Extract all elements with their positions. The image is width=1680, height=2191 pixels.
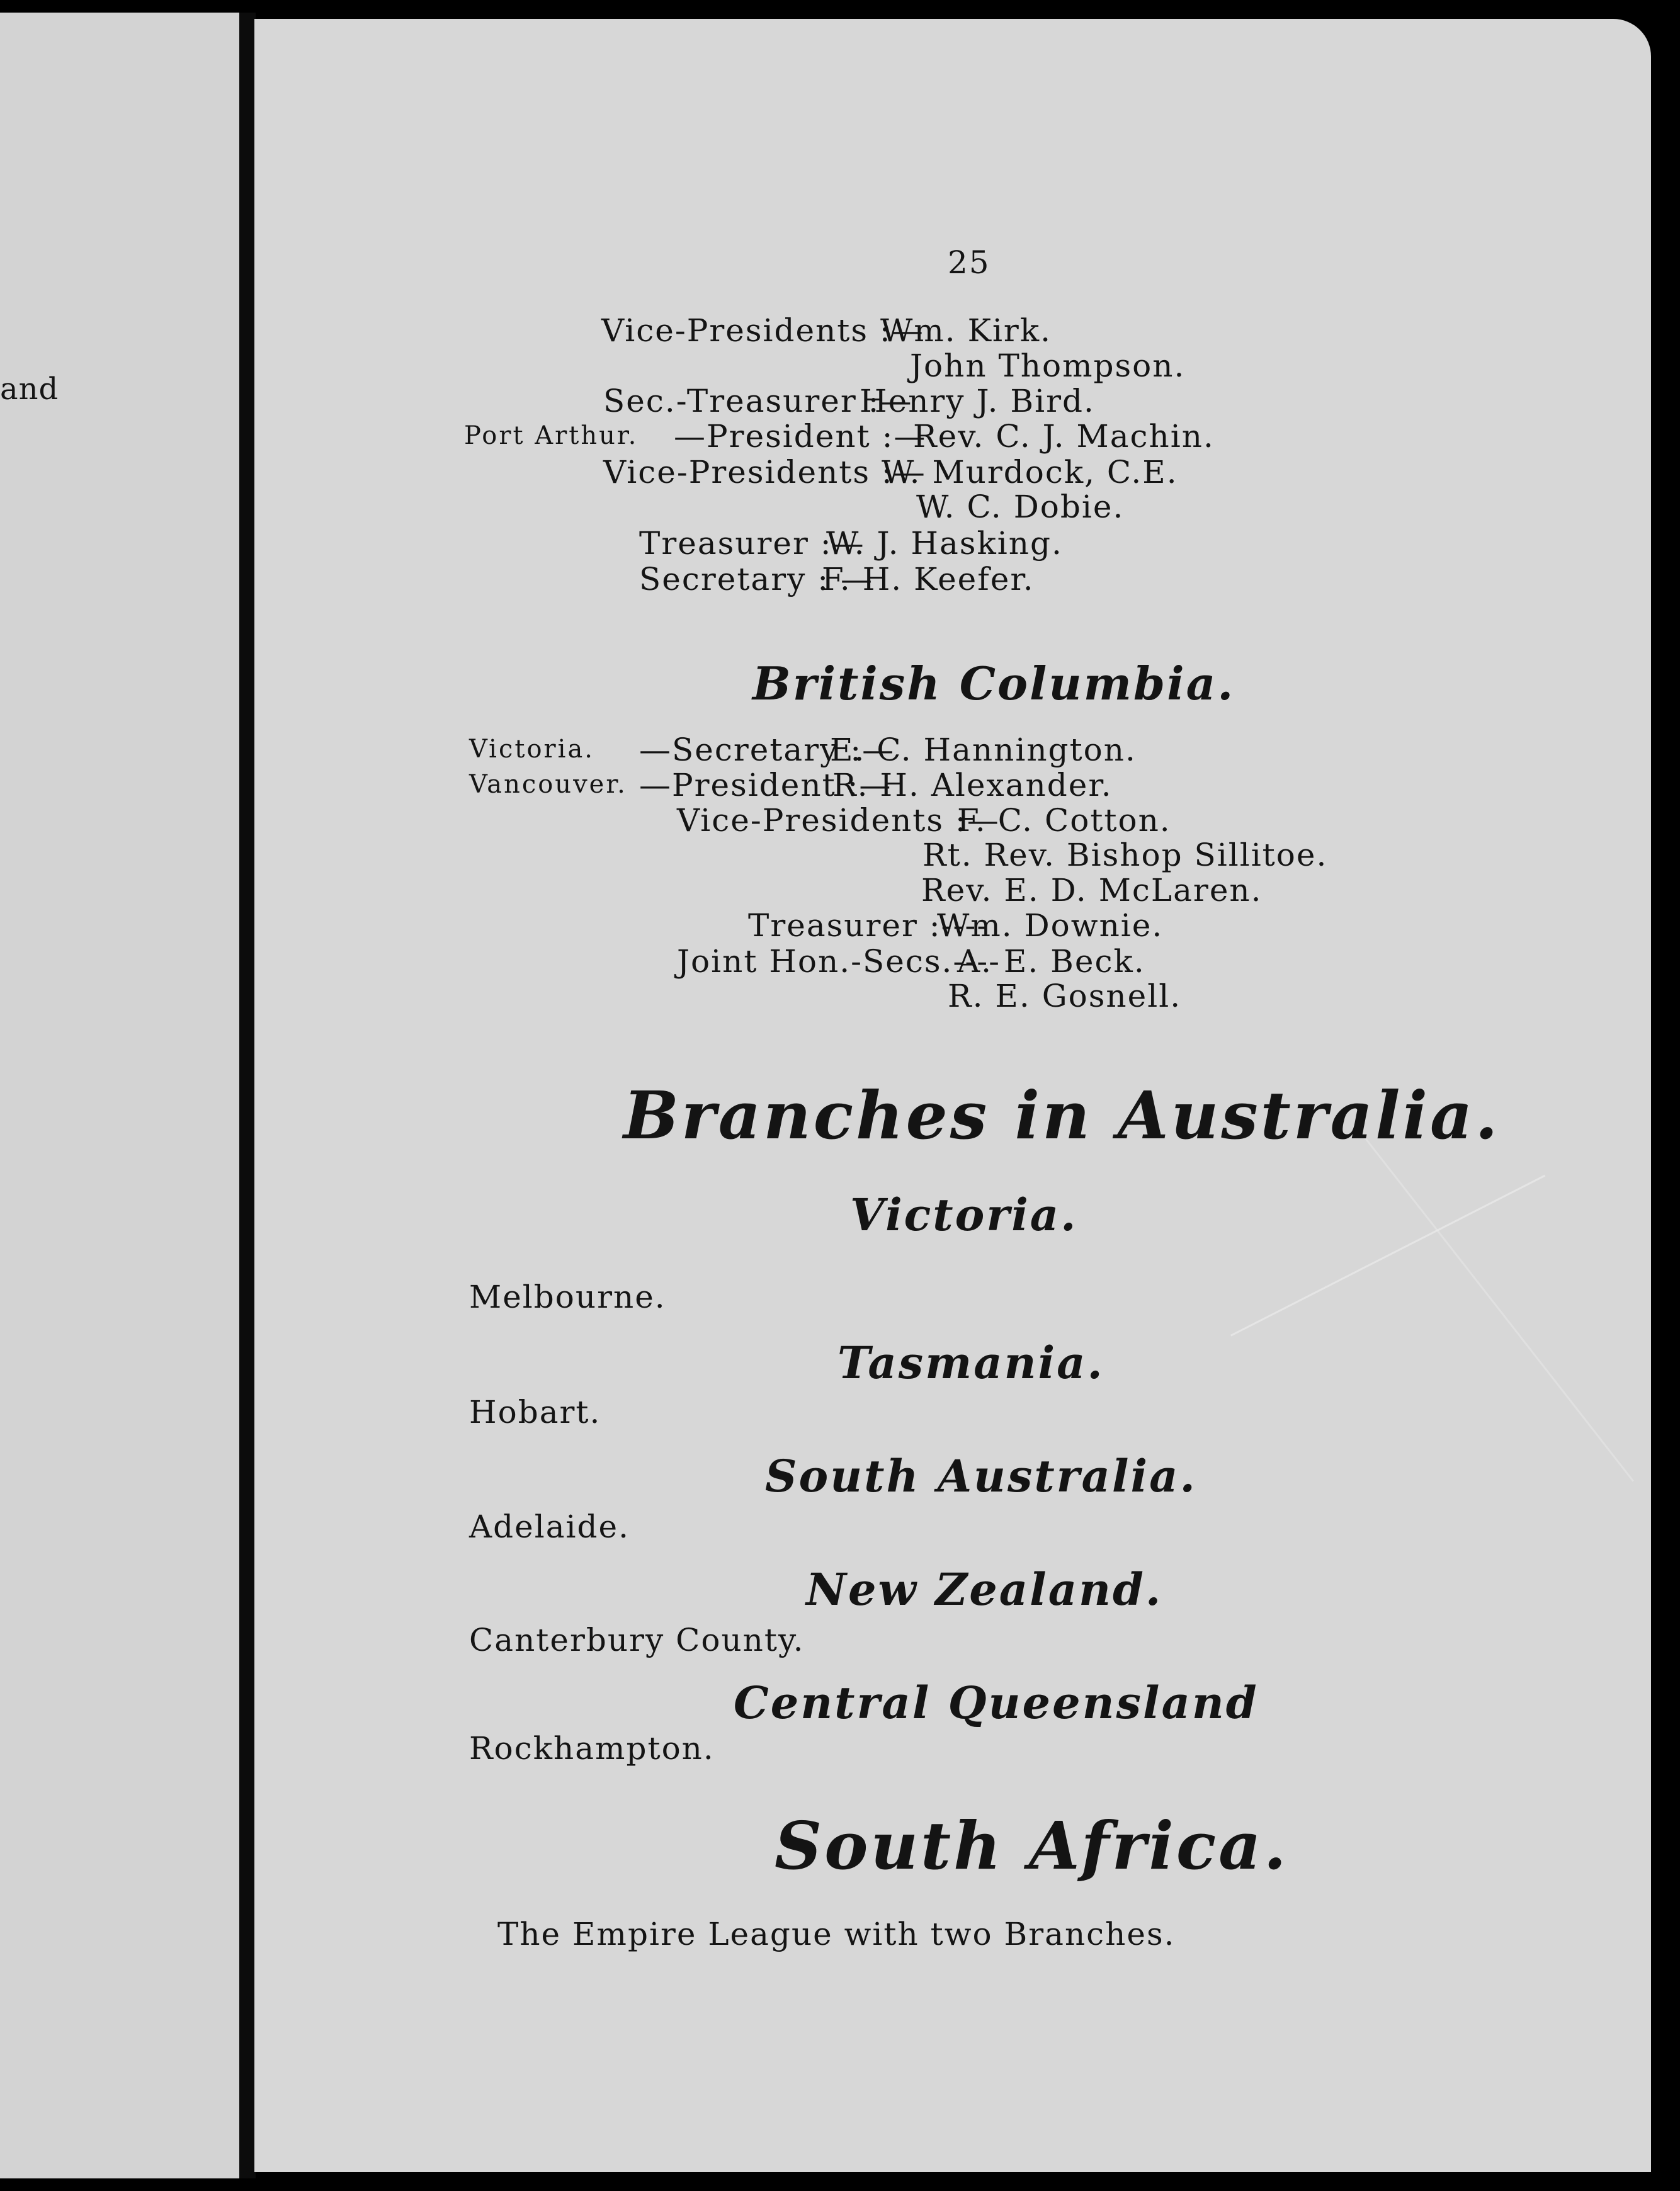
treasurer-label: Treasurer :— [639, 525, 865, 562]
vice-president-name: Rev. E. D. McLaren. [921, 872, 1263, 909]
section-heading: South Australia. [765, 1450, 1197, 1502]
joint-secretary-name: R. E. Gosnell. [948, 978, 1182, 1014]
secretary-name: F. H. Keefer. [822, 561, 1035, 597]
british-columbia-heading: British Columbia. [752, 657, 1235, 710]
vice-president-name: John Thompson. [910, 348, 1186, 384]
south-africa-heading: South Africa. [775, 1807, 1289, 1884]
joint-secretary-name: A. E. Beck. [957, 943, 1145, 980]
section-heading: Tasmania. [837, 1337, 1104, 1389]
president-label: —President :— [639, 767, 892, 803]
secretary-name: E. C. Hannington. [830, 732, 1137, 768]
port-arthur-place: Port Arthur. [464, 421, 639, 450]
south-africa-text: The Empire League with two Branches. [497, 1916, 1176, 1952]
vice-presidents-label: Vice-Presidents :— [677, 802, 1000, 839]
president-name: Rev. C. J. Machin. [913, 418, 1215, 455]
president-name: R. H. Alexander. [832, 767, 1113, 803]
left-page-edge [0, 13, 249, 2178]
sec-treasurer-name: Henry J. Bird. [860, 383, 1095, 419]
branch-place: Rockhampton. [469, 1730, 715, 1767]
branch-place: Hobart. [469, 1394, 601, 1430]
vice-president-name: W. Murdock, C.E. [882, 454, 1178, 490]
scratch-mark [1361, 1133, 1634, 1481]
treasurer-name: Wm. Downie. [937, 907, 1164, 944]
victoria-place: Victoria. [469, 735, 595, 764]
vancouver-place: Vancouver. [469, 770, 627, 799]
vice-presidents-label: Vice-Presidents :— [601, 312, 924, 349]
left-page-fragment: and [0, 371, 59, 407]
treasurer-label: Treasurer :---- [748, 907, 989, 944]
vice-president-name: Wm. Kirk. [880, 312, 1052, 349]
president-label: —President :— [674, 418, 927, 455]
section-heading: New Zealand. [806, 1563, 1163, 1616]
branch-place: Melbourne. [469, 1279, 666, 1315]
section-heading: Central Queensland [734, 1677, 1259, 1729]
treasurer-name: W. J. Hasking. [826, 525, 1063, 562]
secretary-label: —Secretary :— [639, 732, 895, 768]
australia-main-heading: Branches in Australia. [623, 1077, 1501, 1154]
vice-president-name: F. C. Cotton. [957, 802, 1171, 839]
book-gutter [239, 13, 256, 2178]
page-number: 25 [948, 244, 990, 281]
secretary-label: Secretary : — [639, 561, 874, 597]
branch-place: Adelaide. [469, 1509, 630, 1545]
sec-treasurer-label: Sec.-Treasurer :— [603, 383, 913, 419]
vice-president-name: Rt. Rev. Bishop Sillitoe. [922, 837, 1328, 873]
joint-secretaries-label: Joint Hon.-Secs.---- [677, 943, 1001, 980]
vice-president-name: W. C. Dobie. [916, 489, 1125, 525]
section-heading: Victoria. [850, 1189, 1078, 1241]
vice-presidents-label: Vice-Presidents :— [603, 454, 926, 490]
branch-place: Canterbury County. [469, 1622, 805, 1658]
scratch-mark [1230, 1175, 1545, 1337]
